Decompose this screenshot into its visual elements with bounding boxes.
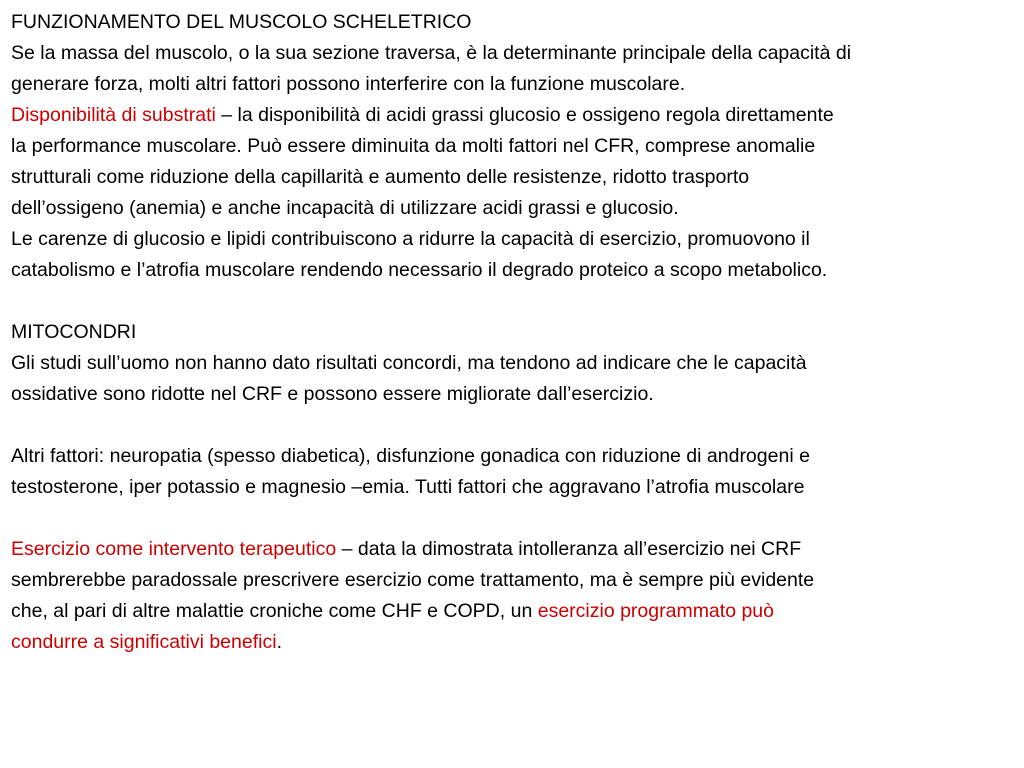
substrates-text: – la disponibilità di acidi grassi glucosio e ossigeno regola direttamente — [215, 104, 834, 126]
mitochondria-line: ossidative sono ridotte nel CRF e possono essere migliorate dall’esercizio. — [11, 383, 654, 405]
exercise-text: – data la dimostrata intolleranza all’esercizio nei CRF — [336, 538, 802, 560]
exercise-line — [11, 627, 1014, 658]
exercise-line: sembrerebbe paradossale prescrivere esercizio come trattamento, ma è sempre più evidente — [11, 569, 815, 591]
deficiency-line: catabolismo e l’atrofia muscolare rendendo necessario il degrado proteico a scopo metabolico. — [11, 259, 828, 281]
other-factors-line: testosterone, iper potassio e magnesio –emia. Tutti fattori che aggravano l’atrofia muscolare — [11, 476, 805, 498]
section-heading-muscle: FUNZIONAMENTO DEL MUSCOLO SCHELETRICO — [11, 11, 472, 33]
spacer — [11, 410, 1014, 441]
exercise-label: Esercizio come intervento terapeutico — [11, 538, 337, 560]
intro-line: Se la massa del muscolo, o la sua sezione traversa, è la determinante principale della capacità di — [11, 42, 852, 64]
substrates-label: Disponibilità di substrati — [11, 104, 216, 126]
spacer — [11, 286, 1014, 317]
exercise-line — [11, 534, 1014, 565]
deficiency-line: Le carenze di glucosio e lipidi contribuiscono a ridurre la capacità di esercizio, promuovono il — [11, 228, 810, 250]
substrates-line: strutturali come riduzione della capillarità e aumento delle resistenze, ridotto trasporto — [11, 166, 750, 188]
substrates-line: dell’ossigeno (anemia) e anche incapacità di utilizzare acidi grassi e glucosio. — [11, 197, 679, 219]
intro-line: generare forza, molti altri fattori possono interferire con la funzione muscolare. — [11, 73, 686, 95]
spacer — [11, 503, 1014, 534]
exercise-line — [11, 596, 1014, 627]
mitochondria-line: Gli studi sull’uomo non hanno dato risultati concordi, ma tendono ad indicare che le capacità — [11, 352, 807, 374]
exercise-highlight: esercizio programmato può — [537, 600, 774, 622]
exercise-period: . — [276, 631, 282, 653]
exercise-highlight: condurre a significativi benefici — [11, 631, 277, 653]
substrates-line: la performance muscolare. Può essere diminuita da molti fattori nel CFR, comprese anomalie — [11, 135, 816, 157]
section-heading-mitochondria: MITOCONDRI — [11, 321, 137, 343]
exercise-text: che, al pari di altre malattie croniche come CHF e COPD, un — [11, 600, 538, 622]
substrates-line — [11, 100, 1014, 131]
other-factors-line: Altri fattori: neuropatia (spesso diabetica), disfunzione gonadica con riduzione di androgeni e — [11, 445, 810, 467]
